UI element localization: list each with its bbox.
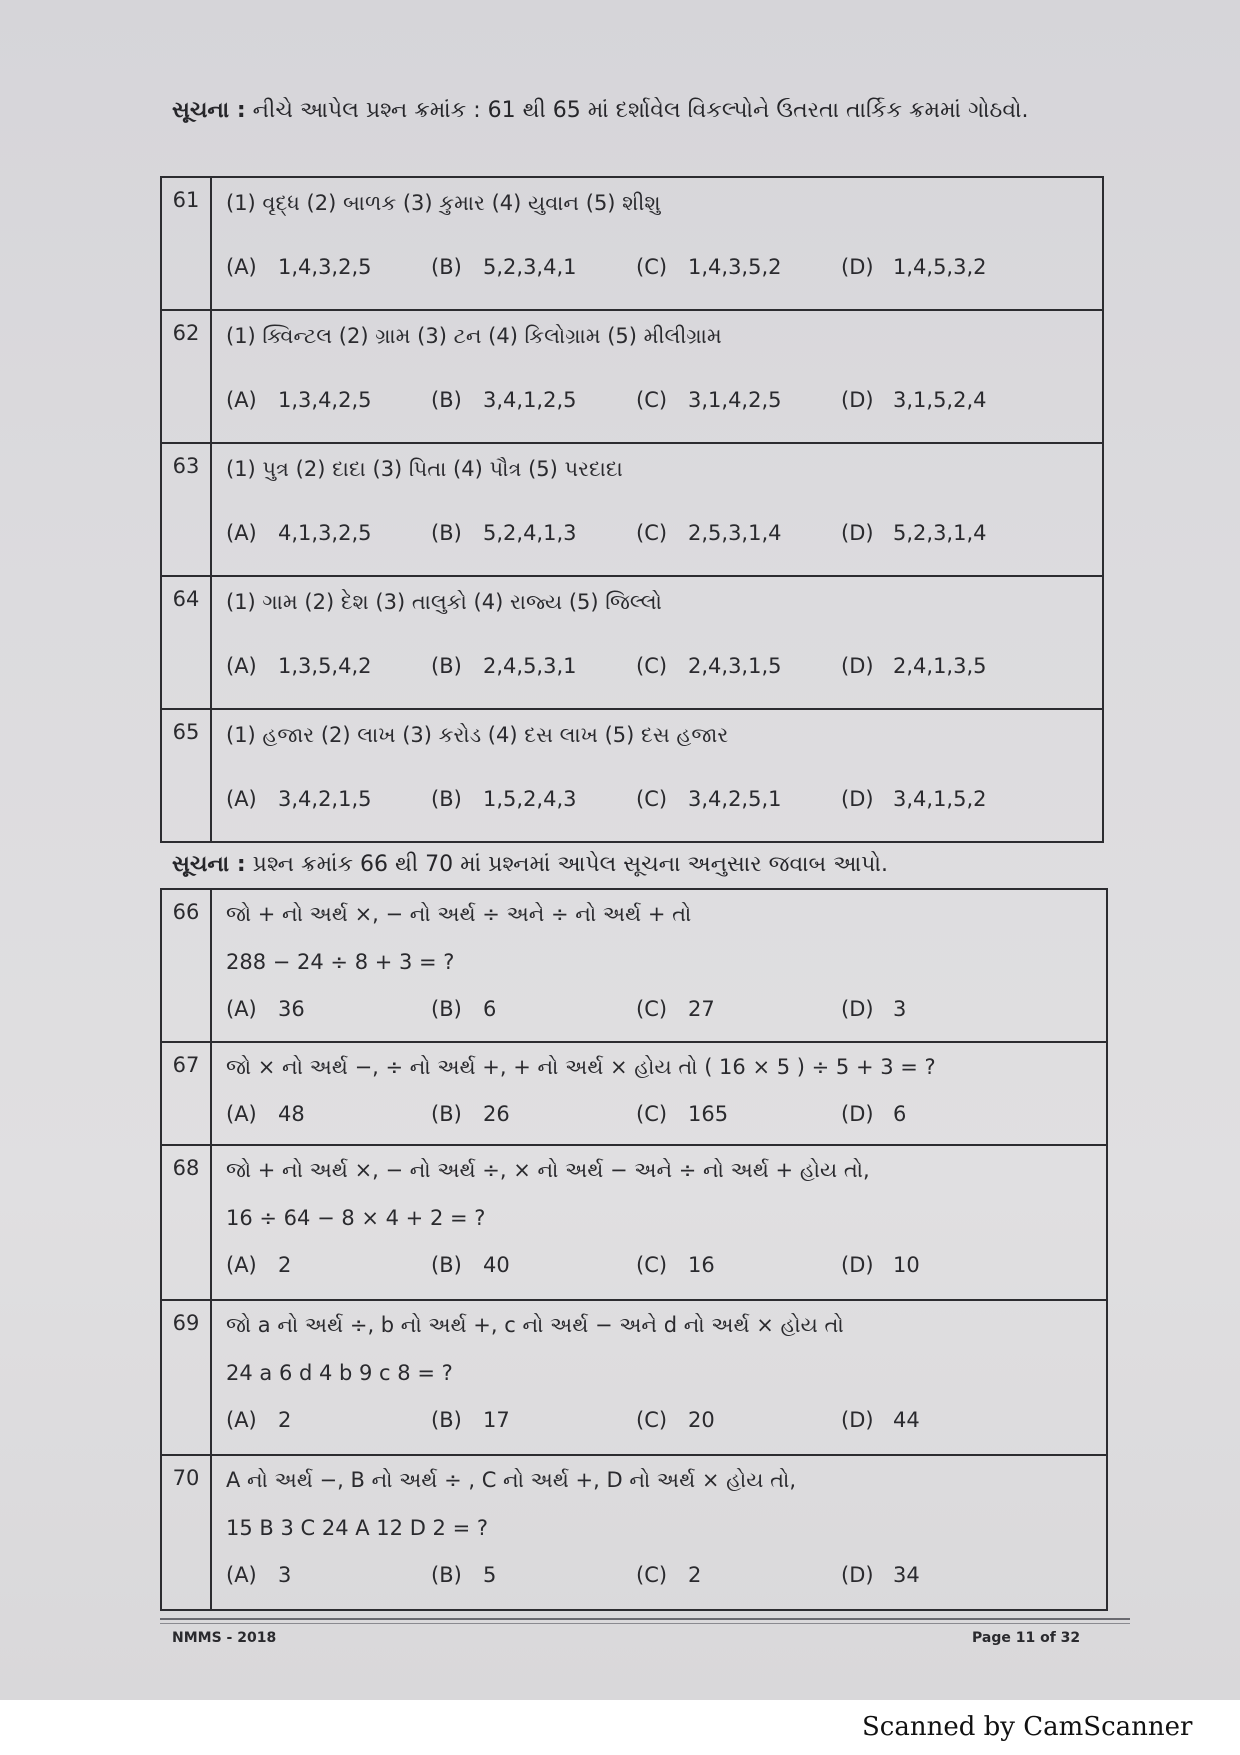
option-d bbox=[841, 388, 1046, 412]
option-value: 3 bbox=[893, 997, 907, 1021]
option-c bbox=[636, 787, 841, 811]
option-label: (C) bbox=[636, 388, 668, 412]
option-c bbox=[636, 997, 841, 1021]
question-stem: જો a નો અર્થ ÷, b નો અર્થ +, c નો અર્થ − અને d નો અર્થ × હોય તો bbox=[226, 1313, 844, 1337]
option-label: (D) bbox=[841, 997, 874, 1021]
option-value: 4,1,3,2,5 bbox=[278, 521, 372, 545]
option-value: 3 bbox=[278, 1563, 292, 1587]
question-row-62 bbox=[161, 310, 1103, 443]
option-label: (D) bbox=[841, 255, 874, 279]
option-label: (A) bbox=[226, 1563, 257, 1587]
option-value: 6 bbox=[893, 1102, 907, 1126]
option-d bbox=[841, 787, 1046, 811]
question-body bbox=[211, 310, 1103, 443]
question-number: 65 bbox=[161, 709, 211, 842]
options-row bbox=[226, 1242, 1106, 1288]
option-label: (B) bbox=[431, 255, 462, 279]
option-value: 16 bbox=[688, 1253, 715, 1277]
question-number: 61 bbox=[161, 177, 211, 310]
question-expression: 288 − 24 ÷ 8 + 3 = ? bbox=[226, 950, 455, 974]
option-value: 27 bbox=[688, 997, 715, 1021]
instruction-text: નીચે આપેલ પ્રશ્ન ક્રમાંક : 61 થી 65 માં દર્શાવેલ વિકલ્પોને ઉતરતા તાર્કિક ક્રમમાં ગોઠવો. bbox=[252, 98, 1029, 123]
option-label: (A) bbox=[226, 388, 257, 412]
option-label: (D) bbox=[841, 1408, 874, 1432]
question-row-65 bbox=[161, 709, 1103, 842]
scanner-watermark: Scanned by CamScanner bbox=[862, 1712, 1193, 1742]
page-number: Page 11 of 32 bbox=[972, 1630, 1081, 1646]
question-row-68 bbox=[161, 1145, 1107, 1300]
option-label: (A) bbox=[226, 255, 257, 279]
question-row-67 bbox=[161, 1042, 1107, 1145]
option-label: (D) bbox=[841, 521, 874, 545]
option-a bbox=[226, 521, 431, 545]
question-row-64 bbox=[161, 576, 1103, 709]
option-value: 36 bbox=[278, 997, 305, 1021]
option-value: 1,3,5,4,2 bbox=[278, 654, 372, 678]
question-number: 68 bbox=[161, 1145, 211, 1300]
question-stem: (1) ગામ (2) દેશ (3) તાલુકો (4) રાજ્ય (5) જિલ્લો bbox=[226, 590, 662, 614]
option-label: (D) bbox=[841, 1102, 874, 1126]
option-value: 40 bbox=[483, 1253, 510, 1277]
option-label: (B) bbox=[431, 787, 462, 811]
option-d bbox=[841, 521, 1046, 545]
option-label: (B) bbox=[431, 997, 462, 1021]
option-label: (C) bbox=[636, 521, 668, 545]
option-a bbox=[226, 997, 431, 1021]
question-stem: જો + નો અર્થ ×, − નો અર્થ ÷, × નો અર્થ − અને ÷ નો અર્થ + હોય તો, bbox=[226, 1158, 870, 1182]
options-row bbox=[226, 1552, 1106, 1598]
option-c bbox=[636, 388, 841, 412]
options-row bbox=[226, 375, 1102, 425]
question-body bbox=[211, 1300, 1107, 1455]
option-c bbox=[636, 1563, 841, 1587]
option-value: 6 bbox=[483, 997, 497, 1021]
option-label: (B) bbox=[431, 521, 462, 545]
option-label: (D) bbox=[841, 1563, 874, 1587]
options-row bbox=[226, 508, 1102, 558]
option-b bbox=[431, 255, 636, 279]
options-row bbox=[226, 1091, 1106, 1137]
option-value: 2 bbox=[688, 1563, 702, 1587]
option-value: 2,4,3,1,5 bbox=[688, 654, 782, 678]
instruction-text: પ્રશ્ન ક્રમાંક 66 થી 70 માં પ્રશ્નમાં આપેલ સૂચના અનુસાર જવાબ આપો. bbox=[252, 852, 888, 877]
question-body bbox=[211, 1042, 1107, 1145]
option-c bbox=[636, 255, 841, 279]
option-label: (D) bbox=[841, 654, 874, 678]
instruction-label: સૂચના : bbox=[172, 852, 246, 877]
question-stem: જો + નો અર્થ ×, − નો અર્થ ÷ અને ÷ નો અર્થ + તો bbox=[226, 902, 692, 926]
option-a bbox=[226, 1253, 431, 1277]
option-d bbox=[841, 255, 1046, 279]
option-value: 1,5,2,4,3 bbox=[483, 787, 577, 811]
options-row bbox=[226, 242, 1102, 292]
question-table-66-70 bbox=[160, 888, 1108, 1611]
question-row-63 bbox=[161, 443, 1103, 576]
option-value: 2,5,3,1,4 bbox=[688, 521, 782, 545]
option-label: (A) bbox=[226, 997, 257, 1021]
option-value: 20 bbox=[688, 1408, 715, 1432]
option-a bbox=[226, 1102, 431, 1126]
question-body bbox=[211, 177, 1103, 310]
option-c bbox=[636, 521, 841, 545]
question-expression: 24 a 6 d 4 b 9 c 8 = ? bbox=[226, 1361, 453, 1385]
question-body bbox=[211, 1455, 1107, 1610]
option-d bbox=[841, 1563, 1046, 1587]
option-b bbox=[431, 1563, 636, 1587]
question-stem: (1) ક્વિન્ટલ (2) ગ્રામ (3) ટન (4) કિલોગ્રામ (5) મીલીગ્રામ bbox=[226, 324, 722, 348]
option-value: 10 bbox=[893, 1253, 920, 1277]
option-label: (D) bbox=[841, 1253, 874, 1277]
option-a bbox=[226, 255, 431, 279]
instruction-label: સૂચના : bbox=[172, 98, 246, 123]
option-b bbox=[431, 654, 636, 678]
option-label: (C) bbox=[636, 255, 668, 279]
option-label: (D) bbox=[841, 787, 874, 811]
option-d bbox=[841, 1102, 1046, 1126]
question-row-70 bbox=[161, 1455, 1107, 1610]
option-value: 3,1,4,2,5 bbox=[688, 388, 782, 412]
option-value: 34 bbox=[893, 1563, 920, 1587]
option-value: 165 bbox=[688, 1102, 729, 1126]
question-number: 64 bbox=[161, 576, 211, 709]
options-row bbox=[226, 774, 1102, 824]
option-value: 1,4,5,3,2 bbox=[893, 255, 987, 279]
option-b bbox=[431, 787, 636, 811]
option-c bbox=[636, 1408, 841, 1432]
option-value: 3,1,5,2,4 bbox=[893, 388, 987, 412]
option-value: 5,2,4,1,3 bbox=[483, 521, 577, 545]
options-row bbox=[226, 641, 1102, 691]
question-expression: 16 ÷ 64 − 8 × 4 + 2 = ? bbox=[226, 1206, 486, 1230]
question-row-66 bbox=[161, 889, 1107, 1042]
option-a bbox=[226, 388, 431, 412]
option-label: (A) bbox=[226, 787, 257, 811]
option-value: 1,4,3,2,5 bbox=[278, 255, 372, 279]
option-label: (B) bbox=[431, 1102, 462, 1126]
question-number: 69 bbox=[161, 1300, 211, 1455]
option-label: (B) bbox=[431, 1408, 462, 1432]
instruction-operators bbox=[172, 842, 1072, 888]
option-value: 5,2,3,4,1 bbox=[483, 255, 577, 279]
question-number: 70 bbox=[161, 1455, 211, 1610]
option-d bbox=[841, 1253, 1046, 1277]
option-value: 2 bbox=[278, 1408, 292, 1432]
option-label: (A) bbox=[226, 1408, 257, 1432]
option-b bbox=[431, 1253, 636, 1277]
option-value: 5,2,3,1,4 bbox=[893, 521, 987, 545]
option-c bbox=[636, 654, 841, 678]
option-label: (D) bbox=[841, 388, 874, 412]
option-b bbox=[431, 1408, 636, 1432]
question-body bbox=[211, 889, 1107, 1042]
option-label: (B) bbox=[431, 1253, 462, 1277]
option-c bbox=[636, 1253, 841, 1277]
option-value: 1,3,4,2,5 bbox=[278, 388, 372, 412]
question-stem: (1) હજાર (2) લાખ (3) કરોડ (4) દસ લાખ (5) દસ હજાર bbox=[226, 723, 729, 747]
question-body bbox=[211, 709, 1103, 842]
option-c bbox=[636, 1102, 841, 1126]
question-stem: (1) પુત્ર (2) દાદા (3) પિતા (4) પૌત્ર (5) પરદાદા bbox=[226, 457, 623, 481]
option-value: 3,4,2,5,1 bbox=[688, 787, 782, 811]
option-value: 26 bbox=[483, 1102, 510, 1126]
option-label: (A) bbox=[226, 521, 257, 545]
question-body bbox=[211, 576, 1103, 709]
option-value: 5 bbox=[483, 1563, 497, 1587]
option-value: 2,4,5,3,1 bbox=[483, 654, 577, 678]
question-stem: જો × નો અર્થ −, ÷ નો અર્થ +, + નો અર્થ × હોય તો ( 16 × 5 ) ÷ 5 + 3 = ? bbox=[226, 1055, 936, 1079]
option-label: (A) bbox=[226, 1253, 257, 1277]
option-a bbox=[226, 787, 431, 811]
option-value: 2 bbox=[278, 1253, 292, 1277]
option-value: 1,4,3,5,2 bbox=[688, 255, 782, 279]
question-stem: (1) વૃદ્ધ (2) બાળક (3) કુમાર (4) યુવાન (5) શીશુ bbox=[226, 191, 661, 215]
option-label: (C) bbox=[636, 997, 668, 1021]
option-label: (C) bbox=[636, 1102, 668, 1126]
option-label: (C) bbox=[636, 1253, 668, 1277]
option-value: 3,4,1,2,5 bbox=[483, 388, 577, 412]
option-a bbox=[226, 654, 431, 678]
option-value: 3,4,1,5,2 bbox=[893, 787, 987, 811]
question-stem: A નો અર્થ −, B નો અર્થ ÷ , C નો અર્થ +, D નો અર્થ × હોય તો, bbox=[226, 1468, 797, 1492]
question-number: 63 bbox=[161, 443, 211, 576]
options-row bbox=[226, 986, 1106, 1032]
option-label: (A) bbox=[226, 1102, 257, 1126]
option-value: 17 bbox=[483, 1408, 510, 1432]
option-label: (C) bbox=[636, 1563, 668, 1587]
option-label: (B) bbox=[431, 654, 462, 678]
instruction-sequence bbox=[172, 88, 1072, 134]
question-number: 66 bbox=[161, 889, 211, 1042]
option-b bbox=[431, 1102, 636, 1126]
option-label: (B) bbox=[431, 1563, 462, 1587]
option-a bbox=[226, 1408, 431, 1432]
option-value: 48 bbox=[278, 1102, 305, 1126]
option-b bbox=[431, 997, 636, 1021]
footer-divider bbox=[160, 1618, 1130, 1624]
option-value: 3,4,2,1,5 bbox=[278, 787, 372, 811]
question-number: 62 bbox=[161, 310, 211, 443]
question-expression: 15 B 3 C 24 A 12 D 2 = ? bbox=[226, 1516, 488, 1540]
option-a bbox=[226, 1563, 431, 1587]
option-label: (C) bbox=[636, 654, 668, 678]
option-d bbox=[841, 654, 1046, 678]
question-number: 67 bbox=[161, 1042, 211, 1145]
question-row-61 bbox=[161, 177, 1103, 310]
exam-code: NMMS - 2018 bbox=[172, 1630, 277, 1646]
option-value: 2,4,1,3,5 bbox=[893, 654, 987, 678]
option-d bbox=[841, 997, 1046, 1021]
option-label: (B) bbox=[431, 388, 462, 412]
option-b bbox=[431, 521, 636, 545]
option-d bbox=[841, 1408, 1046, 1432]
option-label: (C) bbox=[636, 1408, 668, 1432]
option-value: 44 bbox=[893, 1408, 920, 1432]
question-body bbox=[211, 1145, 1107, 1300]
option-label: (A) bbox=[226, 654, 257, 678]
question-row-69 bbox=[161, 1300, 1107, 1455]
question-body bbox=[211, 443, 1103, 576]
options-row bbox=[226, 1397, 1106, 1443]
option-label: (C) bbox=[636, 787, 668, 811]
option-b bbox=[431, 388, 636, 412]
question-table-61-65 bbox=[160, 176, 1104, 843]
